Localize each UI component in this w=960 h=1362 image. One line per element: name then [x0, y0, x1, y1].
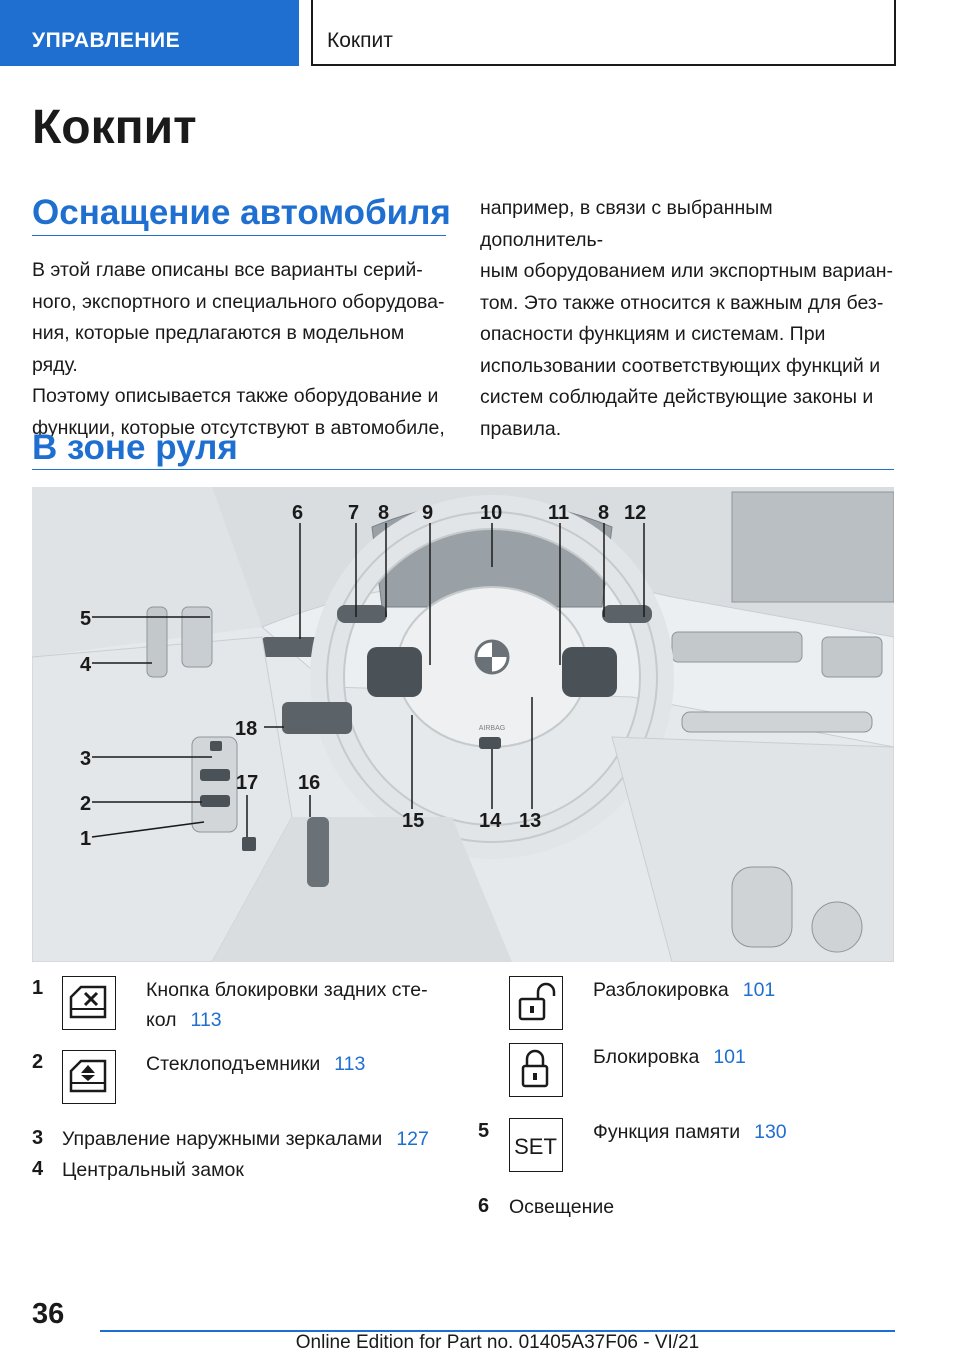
window-lock-icon [62, 976, 116, 1030]
legend-text: кол [146, 1009, 177, 1031]
legend-text: Кнопка блокировки задних сте- [146, 979, 428, 1001]
callout-15: 15 [402, 810, 425, 832]
legend-item-6 [509, 1192, 614, 1222]
legend-text: Блокировка [593, 1046, 700, 1068]
legend-item-unlock [593, 975, 775, 1005]
callout-8: 8 [378, 502, 390, 524]
legend-text: Стеклоподъемники [146, 1053, 321, 1075]
text-line: использовании соответствующих функций и [480, 354, 881, 377]
callout-2: 2 [80, 793, 92, 815]
page-ref-link[interactable]: 113 [334, 1053, 366, 1075]
legend-text: Функция памяти [593, 1121, 741, 1143]
legend-item-lock [593, 1042, 746, 1072]
legend-text: Управление наружными зеркалами [62, 1128, 383, 1150]
page-ref-link[interactable]: 101 [742, 979, 776, 1001]
text-line: ного, экспортного и специального оборудова- [32, 290, 445, 313]
callout-4: 4 [80, 654, 92, 676]
page-ref-link[interactable]: 101 [713, 1046, 746, 1068]
callout-6: 6 [292, 502, 304, 524]
page-ref-link[interactable]: 113 [190, 1009, 222, 1031]
legend-item-2 [146, 1049, 365, 1079]
text-line: ным оборудованием или экспортным вариан- [480, 260, 893, 282]
intro-column-2 [480, 193, 900, 445]
legend-item-3 [62, 1124, 429, 1154]
text-line: Поэтому описывается также оборудование и [32, 385, 439, 407]
page-number: 36 [32, 1298, 65, 1330]
callout-13: 13 [519, 810, 542, 832]
legend-text: Центральный замок [62, 1159, 244, 1181]
legend-text: Освещение [509, 1196, 615, 1218]
page-tab[interactable]: Кокпит [311, 0, 896, 66]
cockpit-illustration [32, 487, 894, 962]
text-line: функции, которые отсутствуют в автомобиле, [32, 416, 445, 439]
callout-9: 9 [422, 502, 434, 524]
unlock-icon [509, 976, 563, 1030]
section-heading-equipment: Оснащение автомобиля [32, 193, 451, 232]
lock-icon [509, 1043, 563, 1097]
intro-column-1 [32, 255, 452, 444]
page-ref-link[interactable]: 130 [754, 1121, 787, 1143]
cockpit-drawing [32, 487, 894, 962]
edition-footer: Online Edition for Part no. 01405A37F06 - VI/21 [295, 1332, 700, 1353]
legend-item-5 [593, 1117, 787, 1147]
callout-14: 14 [479, 810, 502, 832]
heading-rule [32, 235, 446, 236]
set-memory-icon [509, 1118, 563, 1172]
callout-5: 5 [80, 608, 92, 630]
text-line: опасности функциям и системам. При [480, 323, 826, 345]
legend-number: 3 [32, 1127, 44, 1149]
callout-18: 18 [235, 718, 258, 740]
section-tab[interactable]: УПРАВЛЕНИЕ [0, 0, 299, 66]
text-line: В этой главе описаны все варианты серий- [32, 259, 423, 281]
callout-7: 7 [348, 502, 360, 524]
callout-12: 12 [624, 502, 647, 524]
legend-item-1 [146, 975, 428, 1035]
page-title: Кокпит [32, 101, 197, 154]
legend-item-4 [62, 1155, 244, 1185]
power-window-icon [62, 1050, 116, 1104]
set-label: SET [514, 1134, 557, 1159]
callout-8b: 8 [598, 502, 610, 524]
page-ref-link[interactable]: 127 [396, 1128, 429, 1150]
section-heading-steering: В зоне руля [32, 428, 238, 467]
text-line: например, в связи с выбранным дополнитель- [480, 197, 773, 251]
text-line: правила. [480, 417, 562, 440]
text-line: ния, которые предлагаются в модельном ряду. [32, 322, 405, 376]
legend-number: 1 [32, 977, 44, 999]
airbag-label: AIRBAG [478, 725, 506, 732]
text-line: том. Это также относится к важным для без- [480, 291, 884, 314]
callout-16: 16 [298, 772, 321, 794]
legend-number: 2 [32, 1051, 44, 1073]
legend-text: Разблокировка [593, 979, 729, 1001]
callout-17: 17 [236, 772, 259, 794]
heading-rule [32, 469, 894, 470]
header-bar [0, 0, 960, 66]
text-line: систем соблюдайте действующие законы и [480, 386, 874, 408]
legend-number: 4 [32, 1158, 44, 1180]
legend-number: 5 [478, 1120, 490, 1142]
callout-11: 11 [548, 502, 570, 524]
callout-1: 1 [80, 828, 92, 850]
callout-10: 10 [480, 502, 503, 524]
legend-number: 6 [478, 1195, 490, 1217]
callout-3: 3 [80, 748, 92, 770]
